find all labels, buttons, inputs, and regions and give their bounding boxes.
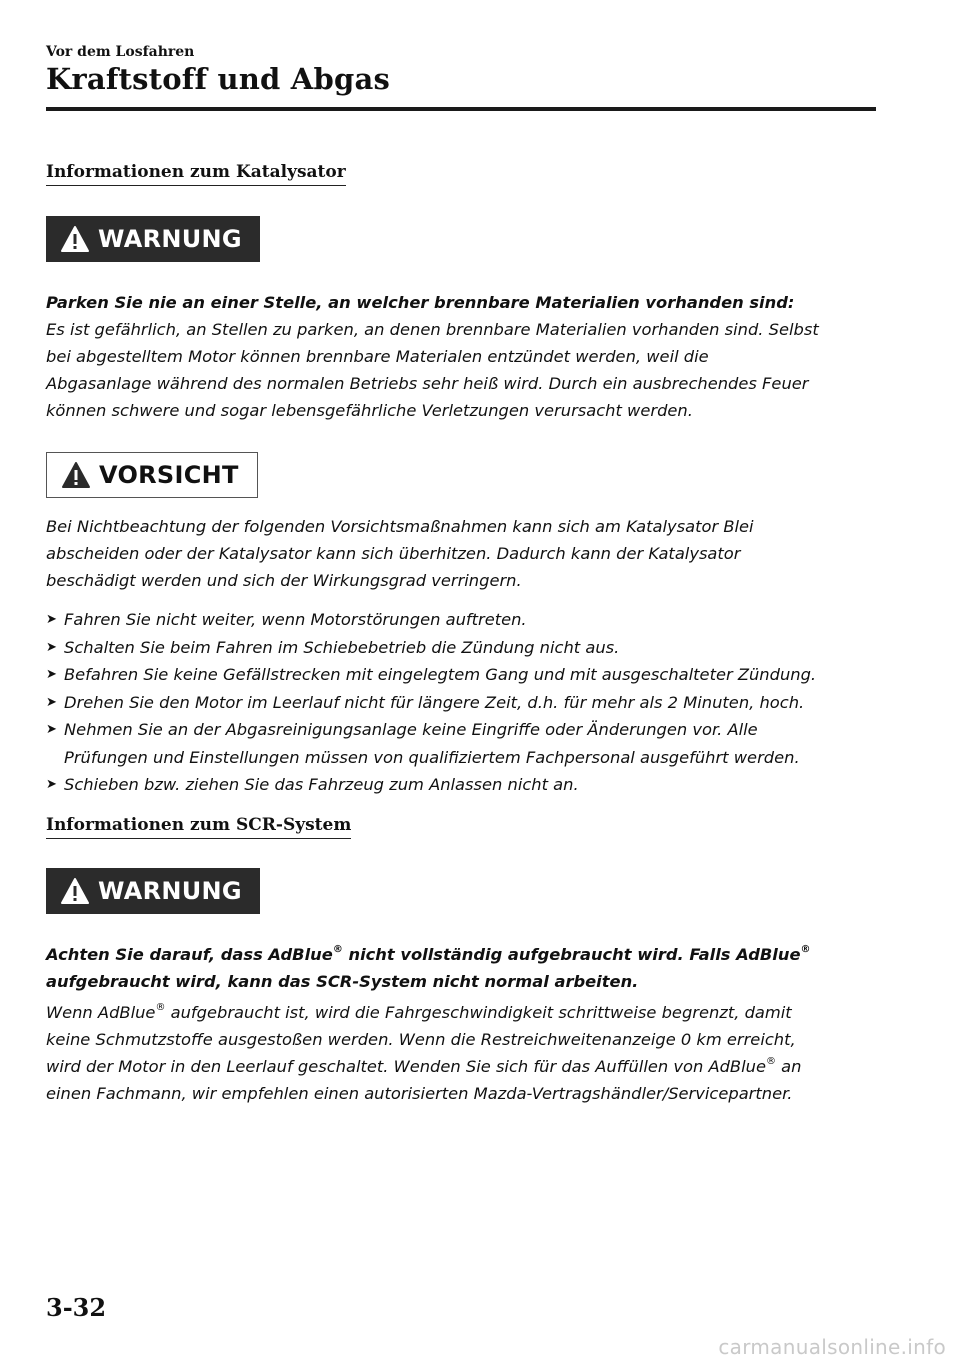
arrowhead-right-icon: ➤ <box>46 639 57 655</box>
warning-line: einen Fachmann, wir empfehlen einen autorisierten Mazda-Vertragshändler/Servicepartner. <box>46 1084 793 1103</box>
caution-line: Bei Nichtbeachtung der folgenden Vorsichtsmaßnahmen kann sich am Katalysator Blei <box>46 517 754 536</box>
warning-triangle-icon <box>61 461 91 489</box>
section-heading-scr: Informationen zum SCR-System <box>46 815 351 839</box>
arrowhead-right-icon: ➤ <box>46 777 57 792</box>
caution-badge-label: VORSICHT <box>99 461 239 489</box>
warning-line: Wenn AdBlue® aufgebraucht ist, wird die Fahrgeschwindigkeit schrittweise begrenzt, damit <box>46 1001 792 1022</box>
warning-line: bei abgestelltem Motor können brennbare Materialen entzündet werden, weil die <box>46 347 709 366</box>
arrowhead-right-icon: ➤ <box>46 667 57 682</box>
section-heading-catalyst: Informationen zum Katalysator <box>46 162 346 186</box>
page-number: 3-32 <box>46 1293 107 1322</box>
arrowhead-right-icon: ➤ <box>46 612 57 627</box>
title-divider <box>46 107 876 111</box>
caution-line: beschädigt werden und sich der Wirkungsgrad verringern. <box>46 571 522 590</box>
warning-line: können schwere und sogar lebensgefährliche Verletzungen verursacht werden. <box>46 401 693 420</box>
warning-text-catalyst <box>46 289 886 424</box>
list-item: ➤ Schalten Sie beim Fahren im Schiebebetrieb die Zündung nicht aus. <box>46 634 896 662</box>
list-item: ➤ Befahren Sie keine Gefällstrecken mit eingelegtem Gang und mit ausgeschalteter Zündung. <box>46 661 896 689</box>
list-item: ➤ Fahren Sie nicht weiter, wenn Motorstörungen auftreten. <box>46 606 896 634</box>
warning-line: wird der Motor in den Leerlauf geschaltet. Wenden Sie sich für das Auffüllen von AdBlue® an <box>46 1055 802 1076</box>
arrowhead-right-icon: ➤ <box>46 694 57 710</box>
arrowhead-right-icon: ➤ <box>46 722 57 737</box>
warning-badge-label: WARNUNG <box>98 225 242 253</box>
caution-badge <box>46 452 258 498</box>
list-item: ➤ Schieben bzw. ziehen Sie das Fahrzeug zum Anlassen nicht an. <box>46 771 896 799</box>
warning-triangle-icon <box>60 225 90 253</box>
list-item: ➤ Drehen Sie den Motor im Leerlauf nicht für längere Zeit, d.h. für mehr als 2 Minuten, hoch. <box>46 689 896 717</box>
list-item-continuation: Prüfungen und Einstellungen müssen von qualifiziertem Fachpersonal ausgeführt werden. <box>64 747 800 767</box>
warning-lead: Achten Sie darauf, dass AdBlue® nicht vollständig aufgebraucht wird. Falls AdBlue® <box>46 943 811 964</box>
breadcrumb: Vor dem Losfahren <box>46 44 195 60</box>
watermark: carmanualsonline.info <box>718 1335 946 1359</box>
page-title: Kraftstoff und Abgas <box>46 62 390 96</box>
warning-lead: aufgebraucht wird, kann das SCR-System nicht normal arbeiten. <box>46 972 639 991</box>
warning-line: Abgasanlage während des normalen Betriebs sehr heiß wird. Durch ein ausbrechendes Feuer <box>46 374 809 393</box>
warning-badge <box>46 216 260 262</box>
warning-triangle-icon <box>60 877 90 905</box>
caution-bullet-list <box>46 606 896 799</box>
warning-badge <box>46 868 260 914</box>
warning-lead: Parken Sie nie an einer Stelle, an welcher brennbare Materialien vorhanden sind: <box>46 293 795 312</box>
caution-line: abscheiden oder der Katalysator kann sich überhitzen. Dadurch kann der Katalysator <box>46 544 741 563</box>
warning-line: keine Schmutzstoffe ausgestoßen werden. Wenn die Restreichweitenanzeige 0 km erreicht, <box>46 1030 796 1049</box>
warning-text-scr <box>46 941 886 1107</box>
caution-text <box>46 513 886 594</box>
warning-line: Es ist gefährlich, an Stellen zu parken, an denen brennbare Materialien vorhanden sind. Selbst <box>46 320 819 339</box>
warning-badge-label: WARNUNG <box>98 877 242 905</box>
list-item: ➤ Nehmen Sie an der Abgasreinigungsanlage keine Eingriffe oder Änderungen vor. Alle <box>46 716 896 744</box>
